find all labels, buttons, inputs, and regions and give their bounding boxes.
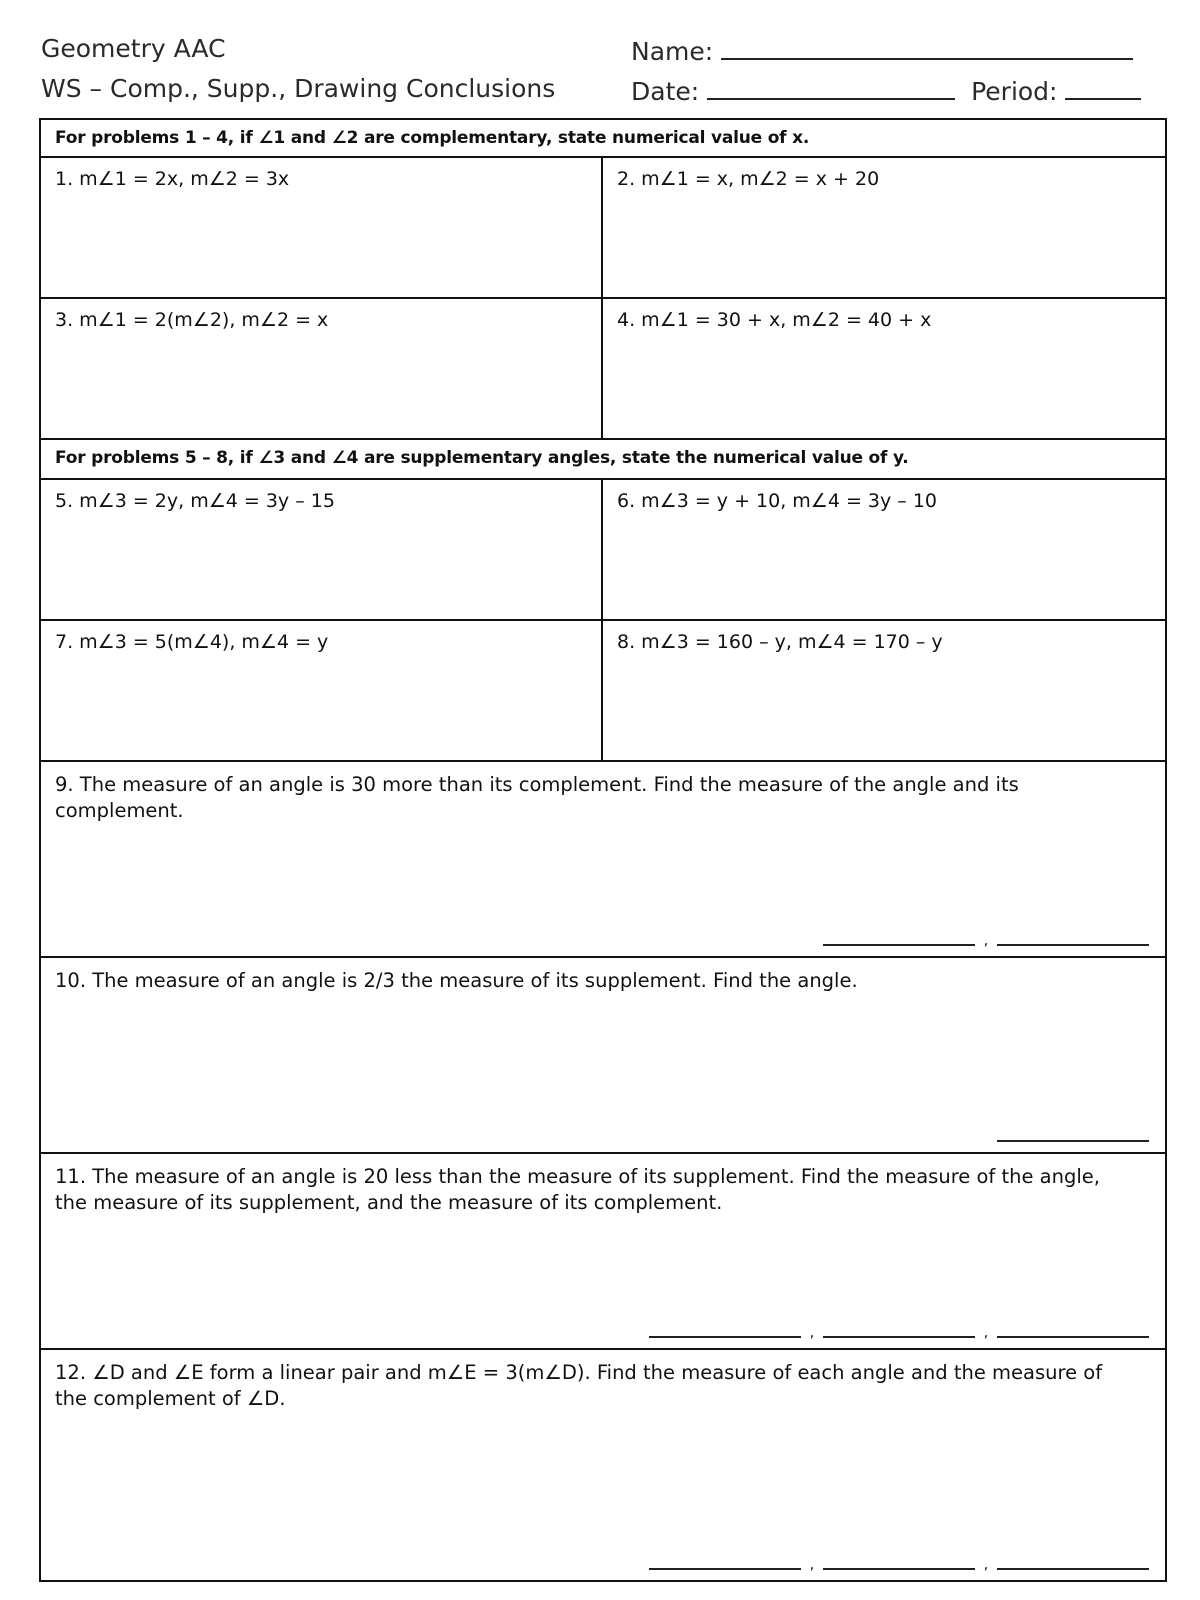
answer-blank[interactable] xyxy=(823,1566,975,1570)
problem-12-answers xyxy=(649,1557,1149,1573)
period-label: Period: xyxy=(971,77,1058,106)
answer-blank[interactable] xyxy=(997,1138,1149,1142)
answer-separator: , xyxy=(809,1325,815,1341)
problem-10-box[interactable] xyxy=(41,958,1165,1154)
section-2-instruction: For problems 5 – 8, if ∠3 and ∠4 are supplementary angles, state the numerical value of y. xyxy=(41,440,1165,480)
name-label: Name: xyxy=(631,37,714,66)
problem-12-box[interactable] xyxy=(41,1350,1165,1580)
problem-11-answers xyxy=(649,1325,1149,1341)
answer-blank[interactable] xyxy=(649,1334,801,1338)
problem-2[interactable]: 2. m∠1 = x, m∠2 = x + 20 xyxy=(617,168,880,190)
problem-3[interactable]: 3. m∠1 = 2(m∠2), m∠2 = x xyxy=(41,299,603,438)
problem-9-answers xyxy=(823,933,1149,949)
answer-blank[interactable] xyxy=(997,1566,1149,1570)
worksheet-title: WS – Comp., Supp., Drawing Conclusions xyxy=(41,74,556,103)
name-field[interactable] xyxy=(631,34,1133,66)
problem-9-text: 9. The measure of an angle is 30 more than its complement. Find the measure of the angle and its complement. xyxy=(55,773,1019,822)
problem-11-box[interactable] xyxy=(41,1154,1165,1350)
answer-separator: , xyxy=(983,933,989,949)
answer-separator: , xyxy=(809,1557,815,1573)
problem-10-text: 10. The measure of an angle is 2/3 the measure of its supplement. Find the angle. xyxy=(55,969,858,992)
problem-row-4 xyxy=(41,621,1165,762)
answer-blank[interactable] xyxy=(823,1334,975,1338)
problem-10-answers xyxy=(997,1138,1149,1142)
answer-blank[interactable] xyxy=(997,942,1149,946)
answer-blank[interactable] xyxy=(823,942,975,946)
answer-separator: , xyxy=(983,1325,989,1341)
period-blank[interactable] xyxy=(1065,74,1141,100)
problem-4[interactable]: 4. m∠1 = 30 + x, m∠2 = 40 + x xyxy=(617,309,932,331)
course-title: Geometry AAC xyxy=(41,34,226,63)
problem-7[interactable]: 7. m∠3 = 5(m∠4), m∠4 = y xyxy=(41,621,603,760)
answer-blank[interactable] xyxy=(649,1566,801,1570)
problem-row-2 xyxy=(41,299,1165,440)
name-blank[interactable] xyxy=(721,34,1133,60)
problem-11-text: 11. The measure of an angle is 20 less than the measure of its supplement. Find the measure of the angle, the measure of its supplement, and the measure of its complement. xyxy=(55,1165,1100,1214)
problem-row-3 xyxy=(41,480,1165,621)
problem-1[interactable]: 1. m∠1 = 2x, m∠2 = 3x xyxy=(41,158,603,297)
date-blank[interactable] xyxy=(707,74,955,100)
date-label: Date: xyxy=(631,77,700,106)
date-period-field xyxy=(631,74,1141,106)
problem-12-text: 12. ∠D and ∠E form a linear pair and m∠E = 3(m∠D). Find the measure of each angle and the measure of the complement of ∠D. xyxy=(55,1361,1103,1410)
section-1-instruction: For problems 1 – 4, if ∠1 and ∠2 are complementary, state numerical value of x. xyxy=(41,120,1165,158)
problem-5[interactable]: 5. m∠3 = 2y, m∠4 = 3y – 15 xyxy=(41,480,603,619)
answer-blank[interactable] xyxy=(997,1334,1149,1338)
worksheet-table xyxy=(39,118,1167,1582)
problem-6[interactable]: 6. m∠3 = y + 10, m∠4 = 3y – 10 xyxy=(617,490,938,512)
problem-9-box[interactable] xyxy=(41,762,1165,958)
problem-row-1 xyxy=(41,158,1165,299)
worksheet-header xyxy=(41,34,1169,114)
problem-8[interactable]: 8. m∠3 = 160 – y, m∠4 = 170 – y xyxy=(617,631,943,653)
answer-separator: , xyxy=(983,1557,989,1573)
